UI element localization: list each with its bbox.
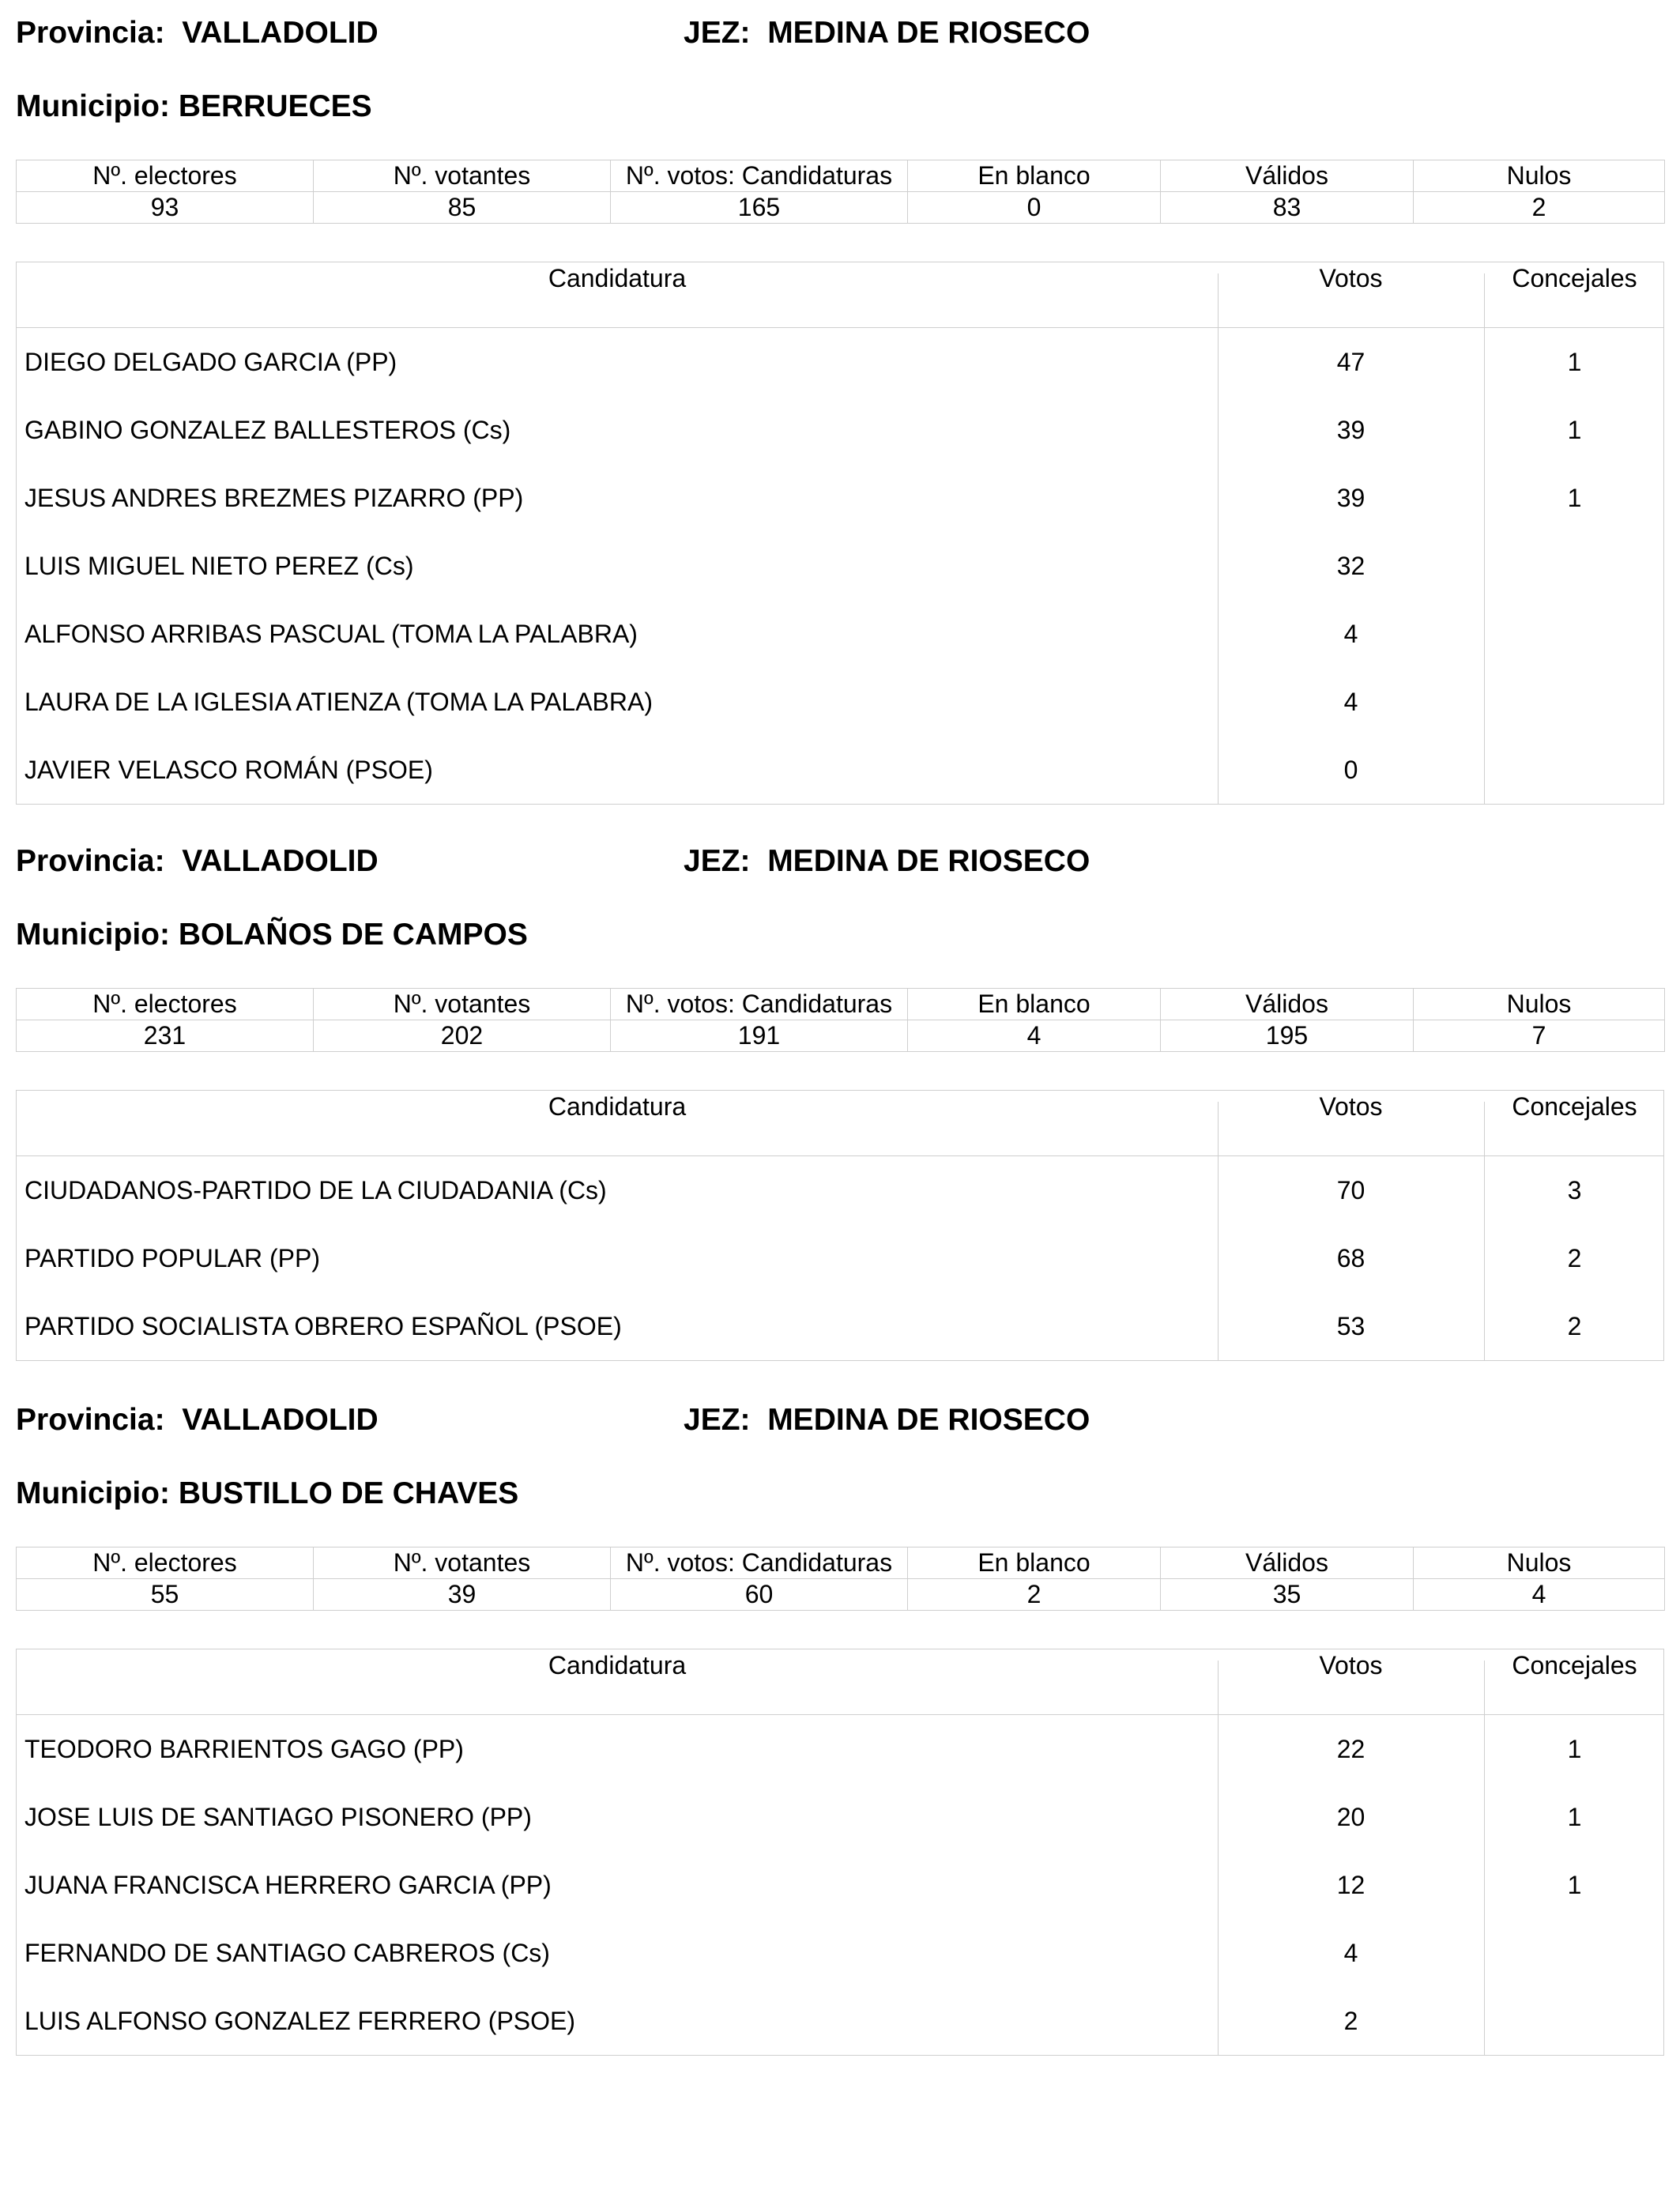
stats-value-cell: 60 xyxy=(611,1579,908,1611)
column-divider xyxy=(1218,273,1219,327)
stats-value-cell: 2 xyxy=(908,1579,1161,1611)
stats-value-cell: 55 xyxy=(17,1579,314,1611)
stats-value-cell: 165 xyxy=(611,192,908,224)
candidates-body xyxy=(17,1156,1663,1360)
candidate-row xyxy=(17,736,1663,804)
candidate-row xyxy=(17,600,1663,668)
jez-value: MEDINA DE RIOSECO xyxy=(767,1403,1090,1437)
candidates-table xyxy=(16,1090,1664,1361)
stats-header-cell: Válidos xyxy=(1161,160,1414,192)
jez-value: MEDINA DE RIOSECO xyxy=(767,844,1090,878)
stats-value-cell: 4 xyxy=(1414,1579,1665,1611)
candidate-name: ALFONSO ARRIBAS PASCUAL (TOMA LA PALABRA) xyxy=(24,620,638,648)
candidates-body xyxy=(17,328,1663,804)
candidate-name: JAVIER VELASCO ROMÁN (PSOE) xyxy=(24,756,433,784)
candidate-row xyxy=(17,396,1663,464)
stats-value-cell: 39 xyxy=(314,1579,611,1611)
candidate-votes: 68 xyxy=(1336,1244,1365,1272)
candidate-votes: 2 xyxy=(1343,2007,1358,2035)
candidate-name: GABINO GONZALEZ BALLESTEROS (Cs) xyxy=(24,416,511,444)
candidate-votes: 0 xyxy=(1343,756,1358,784)
stats-header-cell: Nº. electores xyxy=(17,160,314,192)
municipio-value: BUSTILLO DE CHAVES xyxy=(178,1476,519,1510)
column-divider xyxy=(1484,273,1485,327)
municipio-line xyxy=(16,89,372,124)
stats-header-cell: Nº. votantes xyxy=(314,1547,611,1579)
stats-header-cell: Nulos xyxy=(1414,160,1665,192)
candidate-row xyxy=(17,464,1663,532)
votos-header: Votos xyxy=(1319,1092,1383,1121)
candidate-concejales: 1 xyxy=(1567,348,1582,376)
candidate-votes: 20 xyxy=(1336,1803,1365,1831)
candidate-concejales: 2 xyxy=(1567,1312,1582,1340)
candidate-name: DIEGO DELGADO GARCIA (PP) xyxy=(24,348,397,376)
candidate-row xyxy=(17,1715,1663,1783)
stats-header-cell: En blanco xyxy=(908,160,1161,192)
candidate-name: FERNANDO DE SANTIAGO CABREROS (Cs) xyxy=(24,1939,550,1967)
candidate-row xyxy=(17,532,1663,600)
candidate-row xyxy=(17,1783,1663,1851)
candidate-votes: 39 xyxy=(1336,484,1365,512)
stats-value-cell: 2 xyxy=(1414,192,1665,224)
stats-header-cell: Nº. votos: Candidaturas xyxy=(611,160,908,192)
candidate-name: LUIS ALFONSO GONZALEZ FERRERO (PSOE) xyxy=(24,2007,576,2035)
candidate-row xyxy=(17,1987,1663,2055)
candidate-row xyxy=(17,328,1663,396)
stats-value-cell: 35 xyxy=(1161,1579,1414,1611)
municipio-line xyxy=(16,1476,518,1511)
jez-line xyxy=(684,844,1090,879)
stats-header-cell: Nº. votos: Candidaturas xyxy=(611,989,908,1020)
jez-label: JEZ: xyxy=(684,16,751,50)
concejales-header: Concejales xyxy=(1512,1092,1637,1121)
jez-line xyxy=(684,1403,1090,1438)
provincia-label: Provincia: xyxy=(16,16,165,50)
candidate-concejales: 1 xyxy=(1567,1735,1582,1763)
candidate-row xyxy=(17,668,1663,736)
stats-header-cell: Válidos xyxy=(1161,1547,1414,1579)
candidate-row xyxy=(17,1919,1663,1987)
jez-value: MEDINA DE RIOSECO xyxy=(767,16,1090,50)
stats-value-cell: 191 xyxy=(611,1020,908,1052)
stats-header-cell: Nulos xyxy=(1414,1547,1665,1579)
candidate-votes: 4 xyxy=(1343,1939,1358,1967)
jez-label: JEZ: xyxy=(684,844,751,878)
stats-table xyxy=(16,1547,1665,1611)
provincia-value: VALLADOLID xyxy=(182,16,379,50)
stats-header-cell: En blanco xyxy=(908,1547,1161,1579)
candidate-votes: 70 xyxy=(1336,1176,1365,1204)
candidate-votes: 53 xyxy=(1336,1312,1365,1340)
candidate-votes: 39 xyxy=(1336,416,1365,444)
column-divider xyxy=(1218,1661,1219,1714)
municipio-value: BOLAÑOS DE CAMPOS xyxy=(178,918,528,952)
candidate-row xyxy=(17,1156,1663,1224)
provincia-line xyxy=(16,16,379,51)
candidates-header xyxy=(17,1649,1663,1715)
municipio-value: BERRUECES xyxy=(178,89,372,123)
column-divider xyxy=(1484,1661,1485,1714)
stats-header-cell: Nº. electores xyxy=(17,989,314,1020)
stats-header-cell: Nº. votantes xyxy=(314,989,611,1020)
candidate-name: TEODORO BARRIENTOS GAGO (PP) xyxy=(24,1735,464,1763)
concejales-header: Concejales xyxy=(1512,264,1637,292)
candidate-name: CIUDADANOS-PARTIDO DE LA CIUDADANIA (Cs) xyxy=(24,1176,607,1204)
candidate-votes: 47 xyxy=(1336,348,1365,376)
votos-header: Votos xyxy=(1319,264,1383,292)
stats-value-cell: 0 xyxy=(908,192,1161,224)
stats-table xyxy=(16,160,1665,224)
stats-header-row xyxy=(17,1547,1665,1579)
stats-value-cell: 7 xyxy=(1414,1020,1665,1052)
stats-header-row xyxy=(17,989,1665,1020)
stats-value-row xyxy=(17,192,1665,224)
provincia-value: VALLADOLID xyxy=(182,844,379,878)
candidate-name: PARTIDO SOCIALISTA OBRERO ESPAÑOL (PSOE) xyxy=(24,1312,622,1340)
candidate-concejales: 1 xyxy=(1567,1803,1582,1831)
candidate-concejales: 1 xyxy=(1567,484,1582,512)
candidates-table xyxy=(16,262,1664,805)
municipio-label: Municipio: xyxy=(16,89,170,123)
stats-value-cell: 83 xyxy=(1161,192,1414,224)
candidate-concejales: 3 xyxy=(1567,1176,1582,1204)
concejales-header: Concejales xyxy=(1512,1651,1637,1679)
municipio-line xyxy=(16,918,528,952)
candidate-concejales: 1 xyxy=(1567,416,1582,444)
stats-value-row xyxy=(17,1020,1665,1052)
stats-header-row xyxy=(17,160,1665,192)
candidate-votes: 22 xyxy=(1336,1735,1365,1763)
stats-value-cell: 93 xyxy=(17,192,314,224)
candidates-body xyxy=(17,1715,1663,2055)
stats-header-cell: Nº. electores xyxy=(17,1547,314,1579)
stats-value-cell: 4 xyxy=(908,1020,1161,1052)
candidate-votes: 4 xyxy=(1343,688,1358,716)
provincia-label: Provincia: xyxy=(16,1403,165,1437)
provincia-label: Provincia: xyxy=(16,844,165,878)
candidatura-header: Candidatura xyxy=(548,264,687,292)
column-divider xyxy=(1484,1102,1485,1155)
candidate-concejales: 1 xyxy=(1567,1871,1582,1899)
municipio-label: Municipio: xyxy=(16,918,170,952)
jez-line xyxy=(684,16,1090,51)
stats-header-cell: Válidos xyxy=(1161,989,1414,1020)
stats-table xyxy=(16,988,1665,1052)
candidate-name: JOSE LUIS DE SANTIAGO PISONERO (PP) xyxy=(24,1803,532,1831)
stats-header-cell: Nº. votantes xyxy=(314,160,611,192)
candidate-name: JUANA FRANCISCA HERRERO GARCIA (PP) xyxy=(24,1871,552,1899)
candidate-votes: 4 xyxy=(1343,620,1358,648)
candidatura-header: Candidatura xyxy=(548,1092,687,1121)
candidate-name: LUIS MIGUEL NIETO PEREZ (Cs) xyxy=(24,552,414,580)
candidate-row xyxy=(17,1851,1663,1919)
provincia-value: VALLADOLID xyxy=(182,1403,379,1437)
provincia-line xyxy=(16,1403,379,1438)
stats-value-cell: 85 xyxy=(314,192,611,224)
candidate-votes: 32 xyxy=(1336,552,1365,580)
stats-header-cell: Nulos xyxy=(1414,989,1665,1020)
candidate-concejales: 2 xyxy=(1567,1244,1582,1272)
candidate-votes: 12 xyxy=(1336,1871,1365,1899)
stats-value-cell: 195 xyxy=(1161,1020,1414,1052)
provincia-line xyxy=(16,844,379,879)
column-divider xyxy=(1218,1102,1219,1155)
stats-header-cell: Nº. votos: Candidaturas xyxy=(611,1547,908,1579)
stats-value-cell: 202 xyxy=(314,1020,611,1052)
stats-value-cell: 231 xyxy=(17,1020,314,1052)
candidatura-header: Candidatura xyxy=(548,1651,687,1679)
municipio-label: Municipio: xyxy=(16,1476,170,1510)
votos-header: Votos xyxy=(1319,1651,1383,1679)
candidates-table xyxy=(16,1649,1664,2056)
candidate-name: PARTIDO POPULAR (PP) xyxy=(24,1244,320,1272)
candidate-name: LAURA DE LA IGLESIA ATIENZA (TOMA LA PALABRA) xyxy=(24,688,653,716)
candidates-header xyxy=(17,1091,1663,1156)
candidate-row xyxy=(17,1292,1663,1360)
candidates-header xyxy=(17,262,1663,328)
candidate-name: JESUS ANDRES BREZMES PIZARRO (PP) xyxy=(24,484,524,512)
candidate-row xyxy=(17,1224,1663,1292)
stats-header-cell: En blanco xyxy=(908,989,1161,1020)
stats-value-row xyxy=(17,1579,1665,1611)
jez-label: JEZ: xyxy=(684,1403,751,1437)
